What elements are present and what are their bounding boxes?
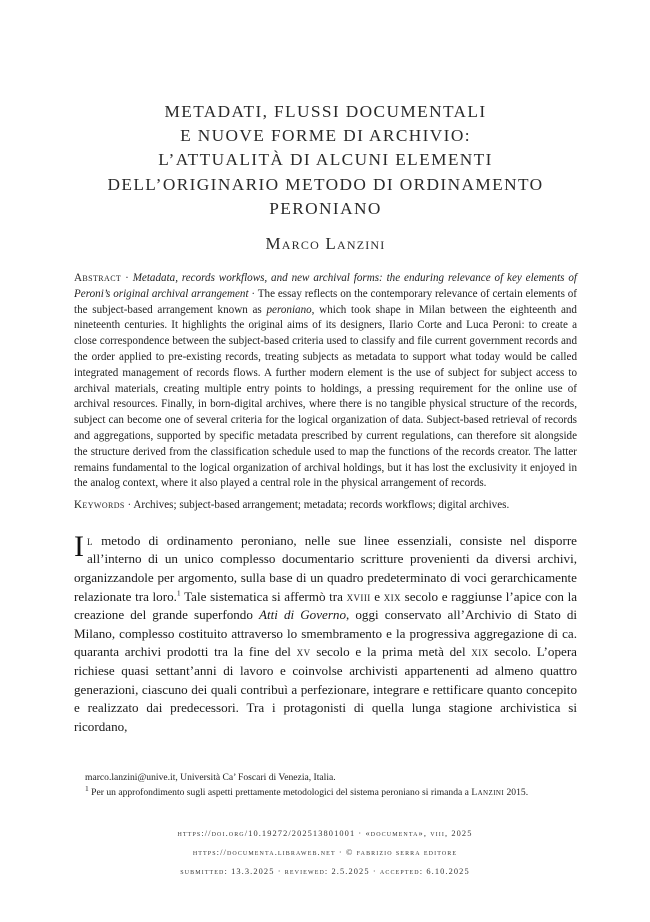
fondo-name: Atti di Governo xyxy=(258,607,347,623)
abstract-term: peroniano xyxy=(266,303,312,316)
footnote-text: Per un approfondimento sugli aspetti prettamente metodologici del sistema peroniano si rimanda a xyxy=(88,787,472,799)
body-segment: secolo e raggiunse l’apice con la creazione del grande superfondo xyxy=(74,588,578,623)
title-line: PERONIANO xyxy=(269,198,382,218)
imprint-dates-line: submitted: 13.3.2025 · reviewed: 2.5.2025 · accepted: 6.10.2025 xyxy=(180,867,470,876)
title-line: L’ATTUALITÀ DI ALCUNI ELEMENTI xyxy=(158,150,493,170)
footnotes xyxy=(74,771,577,800)
imprint-website-line[interactable]: https://documenta.libraweb.net · © fabrizio serra editore xyxy=(192,848,458,857)
abstract-text: , which took shape in Milan between the eighteenth and nineteenth centuries. It highlights the original aims of its designers, Ilario Corte and Luca Peroni: to create a close correspondence between the subject-based criteria used to classify and file current government records and the order applied to pre-existing records, treating subjects as metadata to support what today would be called integrated management of records flows. A further modern element is the use of subject for subject access to archival materials, creating multiple entry points to holdings, a pressing requirement for the online use of archival resources. Finally, in born-digital archives, where there is no tangible physical structure of the records, subject can become one of several criteria for the logical organization of data. Subject-based retrieval of records and aggregations, supported by specific metadata prescribed by current regulations, can therefore sit alongside the structure derived from the classification schedule used to map the functions of the records creator. The latter remains fundamental to the logical organization of archival holdings, but it has lost the exclusivity it enjoyed in the analog context, where it also played a central role in the physical arrangement of records. xyxy=(74,303,577,490)
keywords-text: · Archives; subject-based arrangement; metadata; records workflows; digital archives. xyxy=(124,499,510,512)
footnote-citation-author: Lanzini xyxy=(471,787,505,799)
abstract-separator: · xyxy=(121,272,133,285)
footnote-reference[interactable]: 1 xyxy=(176,588,181,598)
body-segment: Tale sistematica si affermò tra xyxy=(180,588,347,604)
drop-cap: I xyxy=(74,529,84,563)
title-line: DELL’ORIGINARIO METODO DI ORDINAMENTO xyxy=(107,174,544,194)
abstract xyxy=(74,271,577,492)
abstract-english-title: Metadata, records workflows, and new archival forms: the enduring relevance of key elements of Peroni’s original archival arrangement xyxy=(74,272,577,300)
article-title xyxy=(74,0,577,221)
body-segment: metodo di ordinamento peroniano, nelle sue linee essenziali, consiste nel disporre all’interno di un unico complesso documentario scritture provenienti da diversi archivi, organizzandole per argomento, sulla base di un quadro predeterminato di voci gerarchicamente relazionate tra loro. xyxy=(74,532,577,604)
author-affiliation: marco.lanzini@unive.it, Università Ca’ Foscari di Venezia, Italia. xyxy=(85,772,336,783)
keywords xyxy=(74,498,577,514)
footnote-number: 1 xyxy=(85,784,89,794)
abstract-label: Abstract xyxy=(74,272,122,285)
body-text xyxy=(74,529,578,737)
imprint-doi-line[interactable]: https://doi.org/10.19272/202513801001 · «documenta», viii, 2025 xyxy=(177,829,473,838)
century-numeral: xix xyxy=(471,644,489,660)
footnote-citation-year: 2015. xyxy=(504,787,529,799)
title-line: E NUOVE FORME DI ARCHIVIO: xyxy=(180,126,471,146)
footnote-1 xyxy=(74,786,577,800)
body-segment: , oggi conservato all’Archivio di Stato di Milano, complesso costituito attraverso lo smembramento e la progressiva aggregazione di ca. quaranta archivi prodotti tra la fine del xyxy=(74,607,577,660)
century-numeral: xv xyxy=(296,644,311,660)
century-numeral: xix xyxy=(383,588,401,604)
keywords-label: Keywords xyxy=(74,499,125,512)
title-line: METADATI, FLUSSI DOCUMENTALI xyxy=(164,102,487,121)
author-name: Marco Lanzini xyxy=(265,234,386,254)
opening-smallcaps: l xyxy=(87,532,93,548)
body-segment: secolo. L’opera richiese quasi settant’anni di lavoro e coinvolse archivisti appartenenti ad almeno quattro generazioni, ciascuno dei quali contribuì a perfezionare, integrare e rettificare quanto concepito e realizzato dai predecessori. Tra i protagonisti di quella lunga stagione archivistica si ricordano, xyxy=(74,644,577,734)
body-segment: e xyxy=(370,588,384,604)
abstract-text: · The essay reflects on the contemporary relevance of certain elements of the subject-based arrangement known as xyxy=(74,287,577,316)
century-numeral: xviii xyxy=(346,588,371,604)
body-segment: secolo e la prima metà del xyxy=(310,644,472,660)
